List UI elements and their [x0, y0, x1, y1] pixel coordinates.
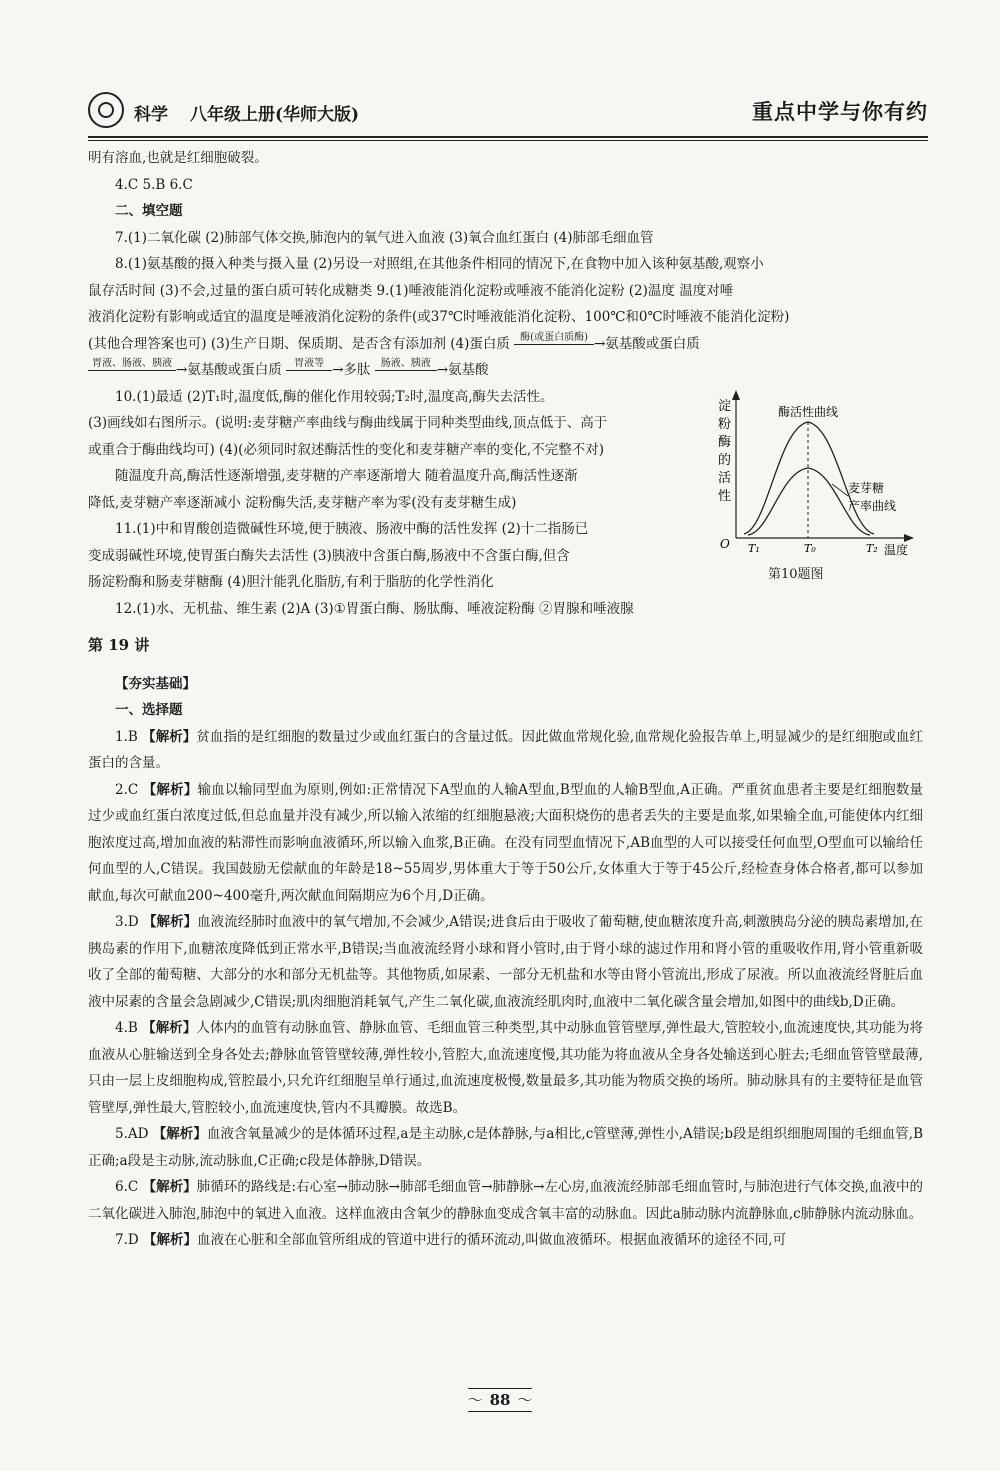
y-label-char: 淀	[718, 398, 732, 414]
subject-label: 科学	[134, 105, 168, 125]
item-number: 2.C	[115, 781, 143, 798]
tick-label: T₀	[804, 541, 816, 555]
analysis-text: 肺循环的路线是:右心室→肺动脉→肺部毛细血管→肺静脉→左心房,血液流经肺部毛细血管时,与肺泡进行气体交换,血液中的二氧化碳进入肺泡,肺泡中的氧进入血液。这样血液由含氧少的静脉血变成含氧丰富的动脉血。因此a肺动脉内流静脉血,c肺静脉内流动脉血。	[88, 1179, 923, 1222]
answer-line: 液消化淀粉有影响或适宜的温度是唾液消化淀粉的条件(或37℃时唾液能消化淀粉、100℃和0℃时唾液不能消化淀粉)	[88, 309, 790, 325]
explanation-item	[88, 777, 923, 910]
answer-line: 7.(1)二氧化碳 (2)肺部气体交换,肺泡内的氧气进入血液 (3)氧合血红蛋白 (4)肺部毛细血管	[115, 229, 654, 246]
x-axis-label: 温度	[884, 542, 909, 557]
answer-text: 多肽	[343, 362, 371, 378]
explanation-item	[88, 1121, 923, 1174]
analysis-text: 输血以输同型血为原则,例如:正常情况下A型血的人输A型血,B型血的人输B型血,A正确。严重贫血患者主要是红细胞数量过少或血红蛋白浓度过低,但总血量并没有减少,所以输入浓缩的红细胞悬液;大面积烧伤的患者丢失的主要是血浆,如果输全血,可能使体内红细胞浓度过高,增加血液的粘滞性而影响血液循环,所以输入血浆,B正确。在没有同型血情况下,AB血型的人可以接受任何血型,O型血可以输给任何血型的人,C错误。我国鼓励无偿献血的年龄是18~55周岁,男体重大于等于50公斤,女体重大于等于45公斤,经检查身体合格者,都可以参加献血,每次可献血200~400毫升,两次献血间隔期应为6个月,D正确。	[88, 781, 923, 904]
y-label-char: 粉	[718, 416, 732, 432]
answer-text: 氨基酸或蛋白质	[605, 335, 700, 352]
explanation-item	[88, 724, 923, 777]
answer-line: 8.(1)氨基酸的摄入种类与摄入量 (2)另设一对照组,在其他条件相同的情况下,在食物中加入该种氨基酸,观察小	[115, 256, 764, 272]
section-heading: 一、选择题	[115, 702, 183, 718]
analysis-text: 血液流经肺时血液中的氧气增加,不会减少,A错误;进食后由于吸收了葡萄糖,使血糖浓度升高,刺激胰岛分泌的胰岛素增加,在胰岛素的作用下,血糖浓度降低到正常水平,B错误;当血液流经肾小球和肾小管时,由于肾小球的滤过作用和肾小管的重吸收作用,肾小管重新吸收了全部的葡萄糖、大部分的水和部分无机盐等。其他物质,如尿素、一部分无机盐和水等由肾小管流出,形成了尿液。所以血液流经肾脏后血液中尿素的含量会急剧减少,C错误;肌肉细胞消耗氧气,产生二氧化碳,血液流经肌肉时,血液中二氧化碳含量会增加,如图中的曲线b,D正确。	[88, 914, 924, 1010]
figure-q10	[708, 388, 923, 588]
answer-text: 氨基酸或蛋白质	[187, 362, 282, 378]
header-divider	[88, 136, 928, 138]
answer-line: 或重合于酶曲线均可) (4)(必须同时叙述酶活性的变化和麦芽糖产率的变化,不完整不对)	[88, 441, 605, 458]
item-number: 3.D	[115, 914, 144, 930]
origin-label: O	[720, 536, 730, 551]
item-number: 5.AD	[115, 1126, 153, 1142]
answer-line: 11.(1)中和胃酸创造微碱性环境,便于胰液、肠液中酶的活性发挥 (2)十二指肠已	[115, 521, 589, 537]
y-label-char: 的	[718, 452, 732, 468]
answer-line: (其他合理答案也可) (3)生产日期、保质期、是否含有添加剂 (4)蛋白质 酶(或蛋白质酶) →氨基酸或蛋白质	[88, 331, 700, 352]
analysis-tag: 【解析】	[143, 914, 198, 930]
y-label-char: 酶	[718, 434, 732, 450]
analysis-tag: 【解析】	[142, 1179, 197, 1195]
item-number: 6.C	[115, 1179, 143, 1195]
answer-line: 降低,麦芽糖产率逐渐减小 淀粉酶失活,麦芽糖产率为零(没有麦芽糖生成)	[88, 494, 517, 511]
analysis-tag: 【解析】	[142, 728, 197, 745]
figure-caption: 第10题图	[768, 566, 824, 582]
y-label-char: 性	[718, 488, 732, 504]
item-number: 4.B	[115, 1020, 143, 1036]
analysis-text: 血液含氧量减少的是体循环过程,a是主动脉,c是体静脉,与a相比,c管壁薄,弹性小,A错误;b段是组织细胞周围的毛细血管,B正确;a段是主动脉,流动脉血,C正确;c段是体静脉,D错误。	[88, 1126, 923, 1169]
answer-text: (其他合理答案也可) (3)生产日期、保质期、是否含有添加剂 (4)蛋白质	[88, 335, 510, 352]
answer-line: 随温度升高,酶活性逐渐增强,麦芽糖的产率逐渐增大 随着温度升高,酶活性逐渐	[115, 468, 578, 484]
header-divider-thin	[88, 140, 928, 141]
tick-label: T₂	[866, 541, 878, 555]
reaction-arrow: 胃液等	[286, 358, 332, 371]
item-number: 7.D	[115, 1232, 143, 1248]
item-number: 1.B	[115, 728, 143, 745]
answer-line: 4.C 5.B 6.C	[115, 176, 193, 193]
enzyme-activity-chart	[708, 388, 923, 560]
analysis-tag: 【解析】	[152, 1126, 207, 1142]
page-footer	[0, 1388, 1000, 1412]
answer-line: 肠淀粉酶和肠麦芽糖酶 (4)胆汁能乳化脂肪,有利于脂肪的化学性消化	[88, 574, 494, 590]
reaction-arrow: 胃液、肠液、胰液	[88, 358, 176, 371]
y-axis-arrow	[732, 390, 740, 400]
answer-line: 胃液、肠液、胰液 →氨基酸或蛋白质 胃液等 →多肽 肠液、胰液 →氨基酸	[88, 357, 923, 384]
answer-line: 10.(1)最适 (2)T₁时,温度低,酶的催化作用较弱;T₂时,温度高,酶失去活性。	[115, 388, 554, 405]
x-axis-arrow	[904, 534, 914, 542]
tick-label: T₁	[748, 541, 760, 555]
answer-text: 氨基酸	[448, 362, 489, 378]
page-header	[88, 92, 928, 132]
analysis-text: 血液在心脏和全部血管所组成的管道中进行的循环流动,叫做血液循环。根据血液循环的途径不同,可	[197, 1232, 787, 1248]
page-number: 〜 88 〜	[468, 1388, 533, 1412]
grade-label: 八年级上册(华师大版)	[190, 105, 360, 125]
enzyme-activity-curve	[744, 422, 874, 534]
section-heading: 【夯实基础】	[115, 675, 196, 692]
analysis-tag: 【解析】	[143, 1232, 197, 1248]
maltose-curve-label: 麦芽糖	[848, 480, 885, 495]
enzyme-curve-label: 酶活性曲线	[778, 404, 839, 419]
explanation-item	[88, 909, 923, 1015]
answer-content	[88, 145, 923, 1254]
answer-line: 明有溶血,也就是红细胞破裂。	[88, 150, 268, 166]
explanation-item	[88, 1227, 923, 1254]
explanation-item	[88, 1015, 923, 1121]
school-seal-icon	[88, 92, 124, 128]
reaction-arrow: 酶(或蛋白质酶)	[514, 332, 594, 345]
analysis-text: 人体内的血管有动脉血管、静脉血管、毛细血管三种类型,其中动脉血管管壁厚,弹性最大,管腔较小,血流速度快,其功能为将血液从心脏输送到全身各处去;静脉血管管壁较薄,弹性较小,管腔大,血流速度慢,其功能为将血液从全身各处输送到心脏去;毛细血管管壁最薄,只由一层上皮细胞构成,管腔最小,只允许红细胞呈单行通过,血流速度极慢,数量最多,其功能为物质交换的场所。肺动脉具有的主要特征是血管管壁厚,弹性最大,管腔较小,血流速度快,管内不具瓣膜。故选B。	[88, 1020, 924, 1116]
lecture-title: 第 19 讲	[88, 636, 150, 654]
explanation-item	[88, 1174, 923, 1227]
section-heading: 二、填空题	[115, 203, 183, 219]
series-title: 重点中学与你有约	[752, 99, 928, 124]
answer-line: 12.(1)水、无机盐、维生素 (2)A (3)①胃蛋白酶、肠肽酶、唾液淀粉酶 ②胃腺和唾液腺	[115, 600, 634, 617]
analysis-tag: 【解析】	[142, 781, 198, 798]
analysis-tag: 【解析】	[142, 1020, 197, 1036]
maltose-curve-label: 产率曲线	[848, 498, 897, 513]
answer-line: 鼠存活时间 (3)不会,过量的蛋白质可转化成糖类 9.(1)唾液能消化淀粉或唾液不能消化淀粉 (2)温度 温度对唾	[88, 282, 734, 299]
y-label-char: 活	[718, 470, 732, 486]
answer-line: 变成弱碱性环境,使胃蛋白酶失去活性 (3)胰液中含蛋白酶,肠液中不含蛋白酶,但含	[88, 547, 570, 564]
analysis-text: 贫血指的是红细胞的数量过少或血红蛋白的含量过低。因此做血常规化验,血常规化验报告单上,明显减少的是红细胞或血红蛋白的含量。	[88, 728, 923, 771]
reaction-arrow: 肠液、胰液	[375, 358, 437, 371]
answer-line: (3)画线如右图所示。(说明:麦芽糖产率曲线与酶曲线属于同种类型曲线,顶点低于、高于	[88, 415, 608, 431]
